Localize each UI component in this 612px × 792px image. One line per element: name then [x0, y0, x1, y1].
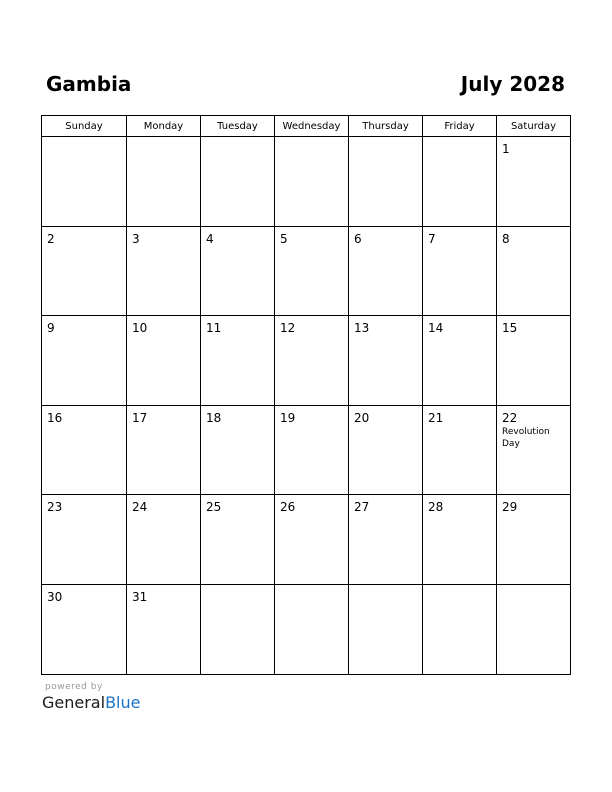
day-number: 24	[132, 500, 148, 515]
week-row	[42, 316, 571, 406]
day-number: 9	[47, 321, 55, 336]
day-number: 4	[206, 231, 214, 246]
week-row	[42, 137, 571, 227]
day-number: 28	[428, 500, 444, 515]
week-row	[42, 226, 571, 316]
day-cell	[127, 137, 201, 227]
day-number: 19	[280, 410, 296, 425]
day-cell	[349, 405, 423, 495]
day-cell	[423, 316, 497, 406]
day-cell	[349, 495, 423, 585]
day-number: 29	[502, 500, 518, 515]
powered-by-label: powered by	[45, 682, 103, 692]
day-number: 18	[206, 410, 222, 425]
day-number: 27	[354, 500, 370, 515]
day-cell	[423, 405, 497, 495]
weekday-header-row	[42, 116, 571, 137]
day-number: 20	[354, 410, 370, 425]
day-number: 14	[428, 321, 444, 336]
holiday-label: Revolution Day	[502, 426, 550, 449]
day-cell	[497, 405, 571, 495]
day-number: 22	[502, 410, 518, 425]
day-number: 10	[132, 321, 148, 336]
day-cell	[423, 584, 497, 674]
day-cell	[423, 137, 497, 227]
month-year-title: July 2028	[460, 72, 565, 96]
day-cell	[349, 584, 423, 674]
day-cell	[349, 137, 423, 227]
day-cell	[201, 584, 275, 674]
day-number: 1	[502, 142, 510, 156]
day-cell	[497, 584, 571, 674]
day-cell	[275, 405, 349, 495]
day-cell	[275, 316, 349, 406]
day-cell	[349, 316, 423, 406]
logo-text-blue: Blue	[105, 693, 141, 712]
day-number: 3	[132, 231, 140, 246]
week-row	[42, 584, 571, 674]
calendar-grid	[41, 115, 571, 675]
day-cell	[423, 495, 497, 585]
day-cell	[42, 137, 127, 227]
day-number: 5	[280, 231, 288, 246]
day-cell	[42, 495, 127, 585]
week-row	[42, 495, 571, 585]
day-cell	[349, 226, 423, 316]
day-cell	[275, 137, 349, 227]
day-number: 13	[354, 321, 370, 336]
day-number: 25	[206, 500, 222, 515]
day-cell	[127, 584, 201, 674]
day-number: 23	[47, 500, 63, 515]
day-cell	[201, 495, 275, 585]
day-number: 15	[502, 321, 518, 336]
day-number: 8	[502, 231, 510, 246]
day-number: 6	[354, 231, 362, 246]
day-number: 17	[132, 410, 148, 425]
week-row	[42, 405, 571, 495]
day-cell	[42, 405, 127, 495]
day-number: 11	[206, 321, 222, 336]
day-cell	[201, 316, 275, 406]
logo-text-general: General	[42, 693, 106, 712]
weekday-header: Monday	[127, 116, 201, 137]
weekday-header: Thursday	[349, 116, 423, 137]
day-cell	[497, 137, 571, 227]
day-cell	[42, 316, 127, 406]
day-number: 16	[47, 410, 63, 425]
day-cell	[275, 226, 349, 316]
day-cell	[275, 495, 349, 585]
day-cell	[127, 495, 201, 585]
day-cell	[201, 226, 275, 316]
day-cell	[201, 137, 275, 227]
day-number: 21	[428, 410, 444, 425]
day-cell	[497, 495, 571, 585]
weekday-header: Friday	[423, 116, 497, 137]
weekday-header: Tuesday	[201, 116, 275, 137]
day-number: 26	[280, 500, 296, 515]
weekday-header: Sunday	[42, 116, 127, 137]
day-cell	[42, 226, 127, 316]
day-cell	[127, 405, 201, 495]
day-cell	[423, 226, 497, 316]
day-cell	[275, 584, 349, 674]
day-cell	[497, 316, 571, 406]
day-number: 30	[47, 589, 63, 604]
generalblue-logo	[42, 693, 140, 713]
weekday-header: Saturday	[497, 116, 571, 137]
day-cell	[127, 316, 201, 406]
day-cell	[127, 226, 201, 316]
weekday-header: Wednesday	[275, 116, 349, 137]
day-number: 12	[280, 321, 296, 336]
day-number: 2	[47, 231, 55, 246]
day-cell	[497, 226, 571, 316]
day-cell	[42, 584, 127, 674]
day-cell	[201, 405, 275, 495]
day-number: 7	[428, 231, 436, 246]
country-title: Gambia	[46, 72, 132, 96]
day-number: 31	[132, 589, 148, 604]
